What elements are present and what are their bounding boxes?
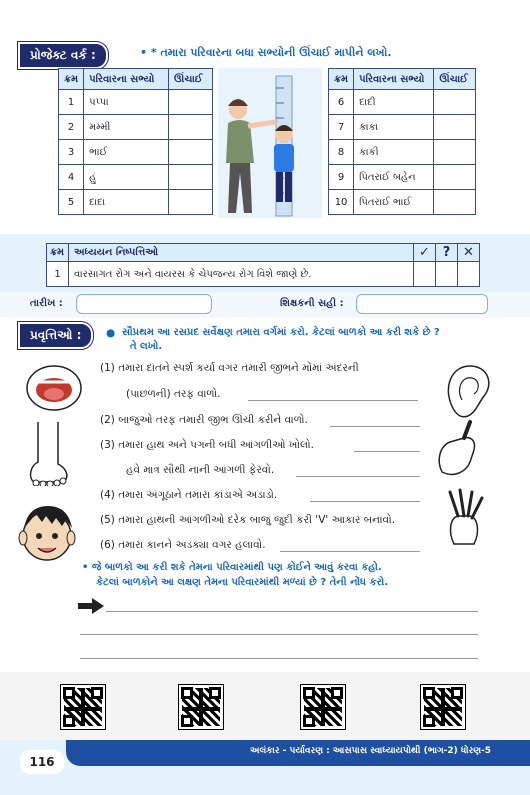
note-line-2[interactable] bbox=[80, 634, 478, 635]
foot-illustration bbox=[24, 420, 74, 486]
cross-cell[interactable] bbox=[458, 262, 480, 287]
row-number: 1 bbox=[47, 262, 69, 287]
height-cell[interactable] bbox=[169, 90, 213, 115]
height-cell[interactable] bbox=[169, 140, 213, 165]
col-member: પરિવારના સભ્યો bbox=[354, 69, 434, 90]
col-question: ? bbox=[436, 244, 458, 262]
qr-code-icon[interactable] bbox=[60, 684, 106, 730]
height-cell[interactable] bbox=[169, 190, 213, 215]
qr-code-icon[interactable] bbox=[178, 684, 224, 730]
family-table-left bbox=[58, 68, 213, 215]
boy-face-illustration bbox=[14, 500, 80, 566]
col-cross: ✕ bbox=[458, 244, 480, 262]
row-member: પિતરાઈ ભાઈ bbox=[354, 190, 434, 215]
col-serial: ક્રમ bbox=[59, 69, 84, 90]
col-outcome: અધ્યયન નિષ્પત્તિઓ bbox=[69, 244, 414, 262]
page-number: 116 bbox=[20, 750, 64, 774]
activities-tag: પ્રવૃત્તિઓ : bbox=[18, 322, 93, 349]
height-cell[interactable] bbox=[169, 165, 213, 190]
learning-outcomes-table bbox=[46, 243, 480, 287]
table-row bbox=[59, 140, 213, 165]
table-row bbox=[59, 115, 213, 140]
activity-item-3: (3) તમારા હાથ અને પગની બધી આંગળીઓ ખોલો. bbox=[100, 439, 314, 451]
measuring-height-illustration bbox=[218, 68, 322, 218]
check-cell[interactable] bbox=[414, 262, 436, 287]
question-cell[interactable] bbox=[436, 262, 458, 287]
col-member: પરિવારના સભ્યો bbox=[84, 69, 169, 90]
col-height: ઊંચાઈ bbox=[434, 69, 476, 90]
activity-intro-cont: તે લખો. bbox=[130, 341, 163, 352]
activity-intro: સૌપ્રથમ આ રસપ્રદ સર્વેક્ષણ તમારા વર્ગમાં કરો. કેટલાં બાળકો આ કરી શકે છે ? bbox=[122, 327, 440, 338]
answer-line[interactable] bbox=[248, 400, 418, 401]
date-label: તારીખ : bbox=[30, 298, 63, 309]
height-cell[interactable] bbox=[434, 90, 476, 115]
row-number: 9 bbox=[329, 165, 354, 190]
row-member: હું bbox=[84, 165, 169, 190]
row-member: દાદી bbox=[354, 90, 434, 115]
row-member: પપ્પા bbox=[84, 90, 169, 115]
row-number: 1 bbox=[59, 90, 84, 115]
activity-item-5: (5) તમારા હાથની આંગળીઓ દરેક બાજુ જુદી કરી 'V' આકાર બનાવો. bbox=[100, 514, 396, 526]
answer-line[interactable] bbox=[354, 451, 420, 452]
activity-item-2: (2) બાજુઓ તરફ તમારી જીભ ઊંચી કરીને વાળો. bbox=[100, 414, 308, 426]
answer-line[interactable] bbox=[280, 551, 420, 552]
hand-v-sign-illustration bbox=[440, 488, 488, 548]
row-member: મમ્મી bbox=[84, 115, 169, 140]
project-work-tag: પ્રોજેક્ટ વર્ક : bbox=[18, 42, 108, 69]
activity-item-6: (6) તમારા કાનને અડક્યા વગર હલાવો. bbox=[100, 539, 266, 551]
hand-pinky-illustration bbox=[430, 418, 490, 480]
row-member: કાકા bbox=[354, 115, 434, 140]
ear-illustration bbox=[440, 360, 496, 422]
date-field[interactable] bbox=[76, 294, 212, 314]
activity-intro-bullet: ● bbox=[106, 327, 116, 339]
table-row bbox=[329, 140, 476, 165]
table-row bbox=[59, 190, 213, 215]
row-number: 7 bbox=[329, 115, 354, 140]
row-number: 8 bbox=[329, 140, 354, 165]
height-cell[interactable] bbox=[434, 115, 476, 140]
height-cell[interactable] bbox=[434, 165, 476, 190]
table-row bbox=[47, 262, 480, 287]
project-instruction: • * તમારા પરિવારના બધા સભ્યોની ઊંચાઈ માપીને લખો. bbox=[140, 46, 392, 59]
family-table-right bbox=[328, 68, 476, 215]
row-number: 10 bbox=[329, 190, 354, 215]
row-number: 3 bbox=[59, 140, 84, 165]
activity-item-1: (1) તમારા દાંતને સ્પર્શ કર્યા વગર તમારી જીભને મોંમાં અંદરની bbox=[100, 362, 359, 374]
note-line-1[interactable] bbox=[106, 611, 478, 612]
table-row bbox=[329, 115, 476, 140]
row-number: 2 bbox=[59, 115, 84, 140]
table-row bbox=[59, 165, 213, 190]
qr-code-icon[interactable] bbox=[420, 684, 466, 730]
row-member: કાકી bbox=[354, 140, 434, 165]
table-row bbox=[329, 90, 476, 115]
activity-item-4: (4) તમારા અંગૂઠાને તમારા કાંડાએ અડાડો. bbox=[100, 489, 278, 501]
book-title: અલંકાર - પર્યાવરણ : આસપાસ સ્વાધ્યાયપોથી (ભાગ-2) ધોરણ-5 bbox=[250, 746, 492, 756]
answer-line[interactable] bbox=[296, 476, 420, 477]
row-number: 5 bbox=[59, 190, 84, 215]
col-height: ઊંચાઈ bbox=[169, 69, 213, 90]
row-number: 4 bbox=[59, 165, 84, 190]
arrow-right-icon bbox=[78, 598, 104, 614]
height-cell[interactable] bbox=[169, 115, 213, 140]
row-member: પિતરાઈ બહેન bbox=[354, 165, 434, 190]
table-row bbox=[329, 165, 476, 190]
teacher-sign-label: શિક્ષકની સહી : bbox=[280, 298, 344, 309]
height-cell[interactable] bbox=[434, 140, 476, 165]
teacher-sign-field[interactable] bbox=[356, 294, 488, 314]
mouth-illustration bbox=[24, 360, 84, 415]
table-row bbox=[59, 90, 213, 115]
col-serial: ક્રમ bbox=[47, 244, 69, 262]
qr-code-icon[interactable] bbox=[300, 684, 346, 730]
col-check: ✓ bbox=[414, 244, 436, 262]
height-cell[interactable] bbox=[434, 190, 476, 215]
row-number: 6 bbox=[329, 90, 354, 115]
answer-line[interactable] bbox=[310, 501, 420, 502]
row-member: દાદા bbox=[84, 190, 169, 215]
follow-up-question: • જે બાળકો આ કરી શકે તેમના પરિવારમાંથી પણ કોઈને આવું કરવા કહો. bbox=[82, 562, 382, 573]
follow-up-question-cont: કેટલાં બાળકોને આ લક્ષણ તેમના પરિવારમાંથી મળ્યાં છે ? તેની નોંધ કરો. bbox=[96, 577, 389, 588]
col-serial: ક્રમ bbox=[329, 69, 354, 90]
answer-line[interactable] bbox=[330, 426, 420, 427]
row-member: ભાઈ bbox=[84, 140, 169, 165]
activity-item-3-cont: હવે માત્ર સૌથી નાની આંગળી ફેરવો. bbox=[126, 464, 275, 476]
activity-item-1-cont: (પાછળની) તરફ વાળો. bbox=[126, 388, 221, 400]
note-line-3[interactable] bbox=[80, 658, 478, 659]
row-outcome: વારસાગત રોગ અને વાયરસ કે ચેપજન્ય રોગ વિશે જાણે છે. bbox=[69, 262, 414, 287]
table-row bbox=[329, 190, 476, 215]
